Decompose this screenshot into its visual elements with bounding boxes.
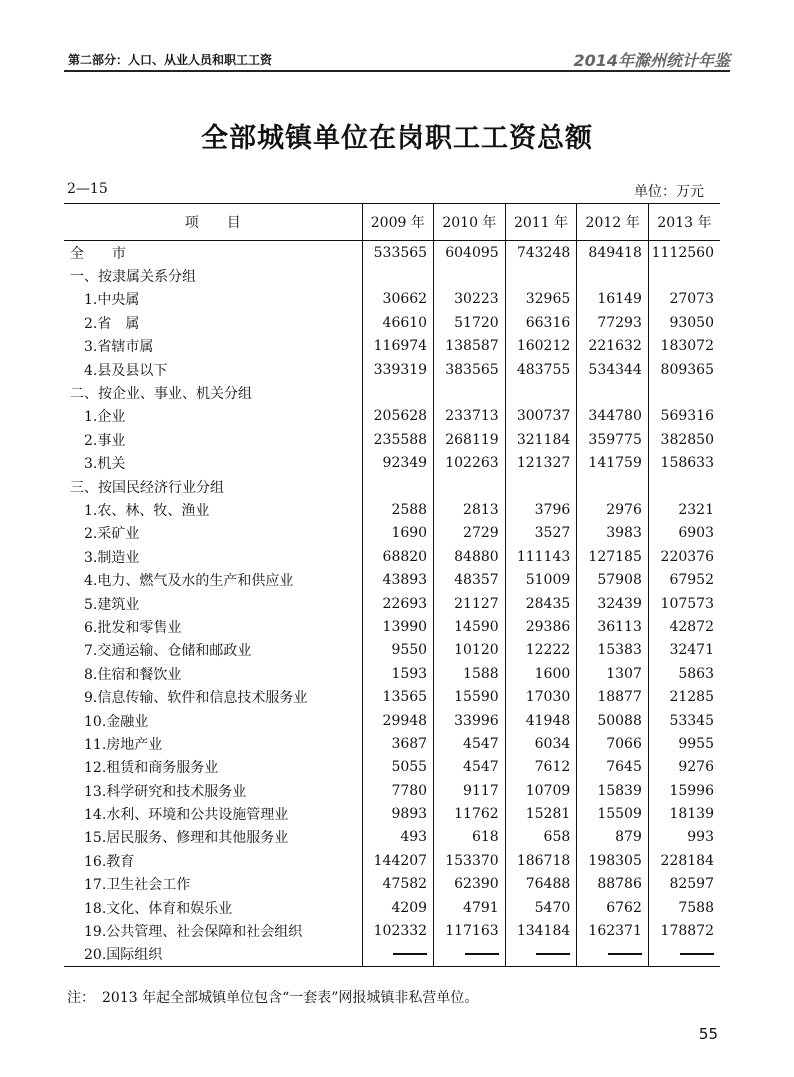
value-cell: 198305: [577, 849, 649, 872]
table-code: 2—15: [67, 181, 108, 197]
value-cell: 29386: [505, 615, 577, 638]
value-cell: 111143: [505, 545, 577, 568]
value-cell: 2976: [577, 498, 649, 521]
row-label: 4.县及县以下: [84, 362, 168, 379]
value-cell: [362, 943, 434, 967]
value-cell: 18877: [577, 685, 649, 708]
row-label: 9.信息传输、软件和信息技术服务业: [84, 690, 308, 707]
table-row: [64, 639, 720, 662]
table-row: [64, 662, 720, 685]
value-cell: [505, 381, 577, 404]
row-label: 16.教育: [84, 853, 135, 870]
value-cell: 14590: [434, 615, 506, 638]
table-body: [64, 241, 720, 967]
value-cell: 1588: [434, 662, 506, 685]
page-title: 全部城镇单位在岗职工工资总额: [201, 123, 593, 154]
row-label: 5.建筑业: [84, 596, 140, 613]
value-cell: [434, 943, 506, 967]
row-label: 3.省辖市属: [84, 339, 154, 356]
value-cell: 153370: [434, 849, 506, 872]
value-cell: 344780: [577, 405, 649, 428]
column-header-2012: 2012 年: [577, 204, 649, 241]
table-row: [64, 849, 720, 872]
value-cell: 138587: [434, 335, 506, 358]
row-label: 三、按国民经济行业分组: [70, 479, 224, 496]
value-cell: 658: [505, 826, 577, 849]
value-cell: 233713: [434, 405, 506, 428]
value-cell: [648, 943, 720, 967]
row-label: 6.批发和零售业: [84, 619, 182, 636]
value-cell: 67952: [648, 568, 720, 591]
value-cell: 618: [434, 826, 506, 849]
value-cell: 186718: [505, 849, 577, 872]
row-label: 二、按企业、事业、机关分组: [70, 386, 252, 403]
value-cell: 66316: [505, 311, 577, 334]
table-row: [64, 545, 720, 568]
value-cell: 11762: [434, 802, 506, 825]
value-cell: 268119: [434, 428, 506, 451]
row-label: 14.水利、环境和公共设施管理业: [84, 807, 289, 824]
value-cell: 29948: [362, 709, 434, 732]
value-cell: 32439: [577, 592, 649, 615]
value-cell: 47582: [362, 873, 434, 896]
table-row: [64, 264, 720, 287]
value-cell: 13565: [362, 685, 434, 708]
value-cell: 1690: [362, 522, 434, 545]
value-cell: 7066: [577, 732, 649, 755]
row-label: 1.企业: [84, 409, 126, 426]
value-cell: 46610: [362, 311, 434, 334]
value-cell: [648, 475, 720, 498]
value-cell: 15281: [505, 802, 577, 825]
value-cell: 6762: [577, 896, 649, 919]
value-cell: [434, 381, 506, 404]
row-label: 1.农、林、牧、渔业: [84, 502, 210, 519]
value-cell: 4791: [434, 896, 506, 919]
nil-dash: [608, 953, 642, 955]
value-cell: 178872: [648, 919, 720, 942]
value-cell: 13990: [362, 615, 434, 638]
value-cell: 2321: [648, 498, 720, 521]
value-cell: 359775: [577, 428, 649, 451]
row-label: 4.电力、燃气及水的生产和供应业: [84, 573, 294, 590]
value-cell: 382850: [648, 428, 720, 451]
table-row: [64, 873, 720, 896]
value-cell: 9550: [362, 639, 434, 662]
value-cell: 1593: [362, 662, 434, 685]
value-cell: 51720: [434, 311, 506, 334]
row-label: 2.省 属: [84, 315, 140, 332]
value-cell: 18139: [648, 802, 720, 825]
value-cell: [362, 381, 434, 404]
value-cell: [434, 475, 506, 498]
row-label: 3.机关: [84, 456, 126, 473]
table-row: [64, 732, 720, 755]
value-cell: 32471: [648, 639, 720, 662]
value-cell: [648, 264, 720, 287]
wage-table: [64, 203, 720, 967]
row-label: 17.卫生社会工作: [84, 877, 191, 894]
value-cell: 102332: [362, 919, 434, 942]
column-header-item: 项 目: [64, 204, 362, 241]
table-row: [64, 475, 720, 498]
value-cell: [577, 943, 649, 967]
value-cell: 383565: [434, 358, 506, 381]
value-cell: [648, 381, 720, 404]
value-cell: [577, 264, 649, 287]
value-cell: 21127: [434, 592, 506, 615]
value-cell: 51009: [505, 568, 577, 591]
row-label: 20.国际组织: [64, 943, 362, 967]
value-cell: 92349: [362, 452, 434, 475]
value-cell: 134184: [505, 919, 577, 942]
table-row: [64, 779, 720, 802]
value-cell: 57908: [577, 568, 649, 591]
value-cell: [505, 264, 577, 287]
table-row: [64, 311, 720, 334]
value-cell: 41948: [505, 709, 577, 732]
table-row: [64, 896, 720, 919]
value-cell: 9117: [434, 779, 506, 802]
footnote: 注： 2013 年起全部城镇单位包含“一套表”网报城镇非私营单位。: [67, 990, 479, 1006]
table-row: [64, 358, 720, 381]
row-label: 7.交通运输、仓储和邮政业: [84, 643, 252, 660]
column-header-2009: 2009 年: [362, 204, 434, 241]
value-cell: 3687: [362, 732, 434, 755]
row-label: 全 市: [70, 245, 126, 262]
value-cell: 50088: [577, 709, 649, 732]
table-row: [64, 452, 720, 475]
value-cell: 162371: [577, 919, 649, 942]
value-cell: 62390: [434, 873, 506, 896]
column-header-2011: 2011 年: [505, 204, 577, 241]
value-cell: 82597: [648, 873, 720, 896]
table-row: [64, 568, 720, 591]
value-cell: 28435: [505, 592, 577, 615]
value-cell: 22693: [362, 592, 434, 615]
value-cell: 76488: [505, 873, 577, 896]
value-cell: 53345: [648, 709, 720, 732]
value-cell: 2729: [434, 522, 506, 545]
value-cell: 483755: [505, 358, 577, 381]
table-row: [64, 615, 720, 638]
value-cell: 3796: [505, 498, 577, 521]
value-cell: 3983: [577, 522, 649, 545]
value-cell: 107573: [648, 592, 720, 615]
table-row: [64, 335, 720, 358]
nil-dash: [465, 953, 499, 955]
row-label: 11.房地产业: [84, 736, 163, 753]
value-cell: [505, 475, 577, 498]
unit-label: 单位：万元: [634, 184, 704, 200]
value-cell: 42872: [648, 615, 720, 638]
value-cell: 30662: [362, 288, 434, 311]
value-cell: 3527: [505, 522, 577, 545]
nil-dash: [536, 953, 570, 955]
value-cell: 102263: [434, 452, 506, 475]
value-cell: 9276: [648, 756, 720, 779]
table-row: [64, 522, 720, 545]
table-row: [64, 498, 720, 521]
table-row: [64, 288, 720, 311]
value-cell: 16149: [577, 288, 649, 311]
value-cell: [362, 475, 434, 498]
value-cell: 84880: [434, 545, 506, 568]
value-cell: 7780: [362, 779, 434, 802]
table-row: [64, 381, 720, 404]
table-row: [64, 685, 720, 708]
value-cell: 4547: [434, 732, 506, 755]
value-cell: [505, 943, 577, 967]
value-cell: 5863: [648, 662, 720, 685]
value-cell: 2588: [362, 498, 434, 521]
value-cell: 127185: [577, 545, 649, 568]
section-title: 第二部分：人口、从业人员和职工工资: [68, 53, 273, 67]
value-cell: 220376: [648, 545, 720, 568]
value-cell: 27073: [648, 288, 720, 311]
table-row: [64, 405, 720, 428]
value-cell: 43893: [362, 568, 434, 591]
value-cell: 1112560: [648, 241, 720, 265]
page-number: 55: [698, 1025, 718, 1043]
value-cell: 533565: [362, 241, 434, 265]
value-cell: 993: [648, 826, 720, 849]
value-cell: [577, 475, 649, 498]
value-cell: 15590: [434, 685, 506, 708]
row-label: 10.金融业: [84, 713, 149, 730]
value-cell: 6034: [505, 732, 577, 755]
row-label: 一、按隶属关系分组: [70, 269, 196, 286]
table-row: [64, 592, 720, 615]
value-cell: 21285: [648, 685, 720, 708]
value-cell: 221632: [577, 335, 649, 358]
value-cell: 17030: [505, 685, 577, 708]
value-cell: 68820: [362, 545, 434, 568]
column-header-2010: 2010 年: [434, 204, 506, 241]
value-cell: 10709: [505, 779, 577, 802]
value-cell: 493: [362, 826, 434, 849]
table-row: [64, 241, 720, 265]
value-cell: 7645: [577, 756, 649, 779]
value-cell: 15839: [577, 779, 649, 802]
value-cell: 15383: [577, 639, 649, 662]
value-cell: [362, 264, 434, 287]
value-cell: 32965: [505, 288, 577, 311]
table-row: [64, 943, 720, 967]
value-cell: 12222: [505, 639, 577, 662]
row-label: 2.采矿业: [84, 526, 140, 543]
row-label: 12.租赁和商务服务业: [84, 760, 219, 777]
value-cell: 569316: [648, 405, 720, 428]
table-row: [64, 428, 720, 451]
value-cell: 228184: [648, 849, 720, 872]
table-row: [64, 756, 720, 779]
value-cell: 116974: [362, 335, 434, 358]
value-cell: 183072: [648, 335, 720, 358]
row-label: 3.制造业: [84, 549, 140, 566]
value-cell: 10120: [434, 639, 506, 662]
value-cell: 879: [577, 826, 649, 849]
table-row: [64, 826, 720, 849]
value-cell: 1600: [505, 662, 577, 685]
value-cell: 5470: [505, 896, 577, 919]
value-cell: 7588: [648, 896, 720, 919]
value-cell: 88786: [577, 873, 649, 896]
table-row: [64, 919, 720, 942]
value-cell: [434, 264, 506, 287]
value-cell: 9893: [362, 802, 434, 825]
value-cell: 604095: [434, 241, 506, 265]
value-cell: 33996: [434, 709, 506, 732]
running-header: [64, 48, 730, 72]
value-cell: 30223: [434, 288, 506, 311]
value-cell: 6903: [648, 522, 720, 545]
value-cell: 4547: [434, 756, 506, 779]
value-cell: 1307: [577, 662, 649, 685]
row-label: 2.事业: [84, 432, 126, 449]
table-row: [64, 709, 720, 732]
nil-dash: [393, 953, 427, 955]
row-label: 18.文化、体育和娱乐业: [84, 900, 233, 917]
row-label: 13.科学研究和技术服务业: [84, 783, 247, 800]
value-cell: 15509: [577, 802, 649, 825]
value-cell: [577, 381, 649, 404]
value-cell: 7612: [505, 756, 577, 779]
value-cell: 4209: [362, 896, 434, 919]
value-cell: 5055: [362, 756, 434, 779]
value-cell: 205628: [362, 405, 434, 428]
value-cell: 534344: [577, 358, 649, 381]
value-cell: 2813: [434, 498, 506, 521]
value-cell: 743248: [505, 241, 577, 265]
value-cell: 339319: [362, 358, 434, 381]
value-cell: 48357: [434, 568, 506, 591]
value-cell: 321184: [505, 428, 577, 451]
value-cell: 158633: [648, 452, 720, 475]
value-cell: 36113: [577, 615, 649, 638]
value-cell: 15996: [648, 779, 720, 802]
value-cell: 117163: [434, 919, 506, 942]
row-label: 19.公共管理、社会保障和社会组织: [84, 924, 303, 941]
value-cell: 809365: [648, 358, 720, 381]
row-label: 1.中央属: [84, 292, 140, 309]
table-header-row: [64, 204, 720, 241]
value-cell: 77293: [577, 311, 649, 334]
value-cell: 141759: [577, 452, 649, 475]
value-cell: 849418: [577, 241, 649, 265]
value-cell: 144207: [362, 849, 434, 872]
value-cell: 160212: [505, 335, 577, 358]
table-row: [64, 802, 720, 825]
value-cell: 235588: [362, 428, 434, 451]
row-label: 15.居民服务、修理和其他服务业: [84, 830, 289, 847]
nil-dash: [680, 953, 714, 955]
row-label: 8.住宿和餐饮业: [84, 666, 182, 683]
value-cell: 300737: [505, 405, 577, 428]
yearbook-title: 2014年滁州统计年鉴: [573, 51, 730, 70]
value-cell: 93050: [648, 311, 720, 334]
column-header-2013: 2013 年: [648, 204, 720, 241]
value-cell: 121327: [505, 452, 577, 475]
value-cell: 9955: [648, 732, 720, 755]
